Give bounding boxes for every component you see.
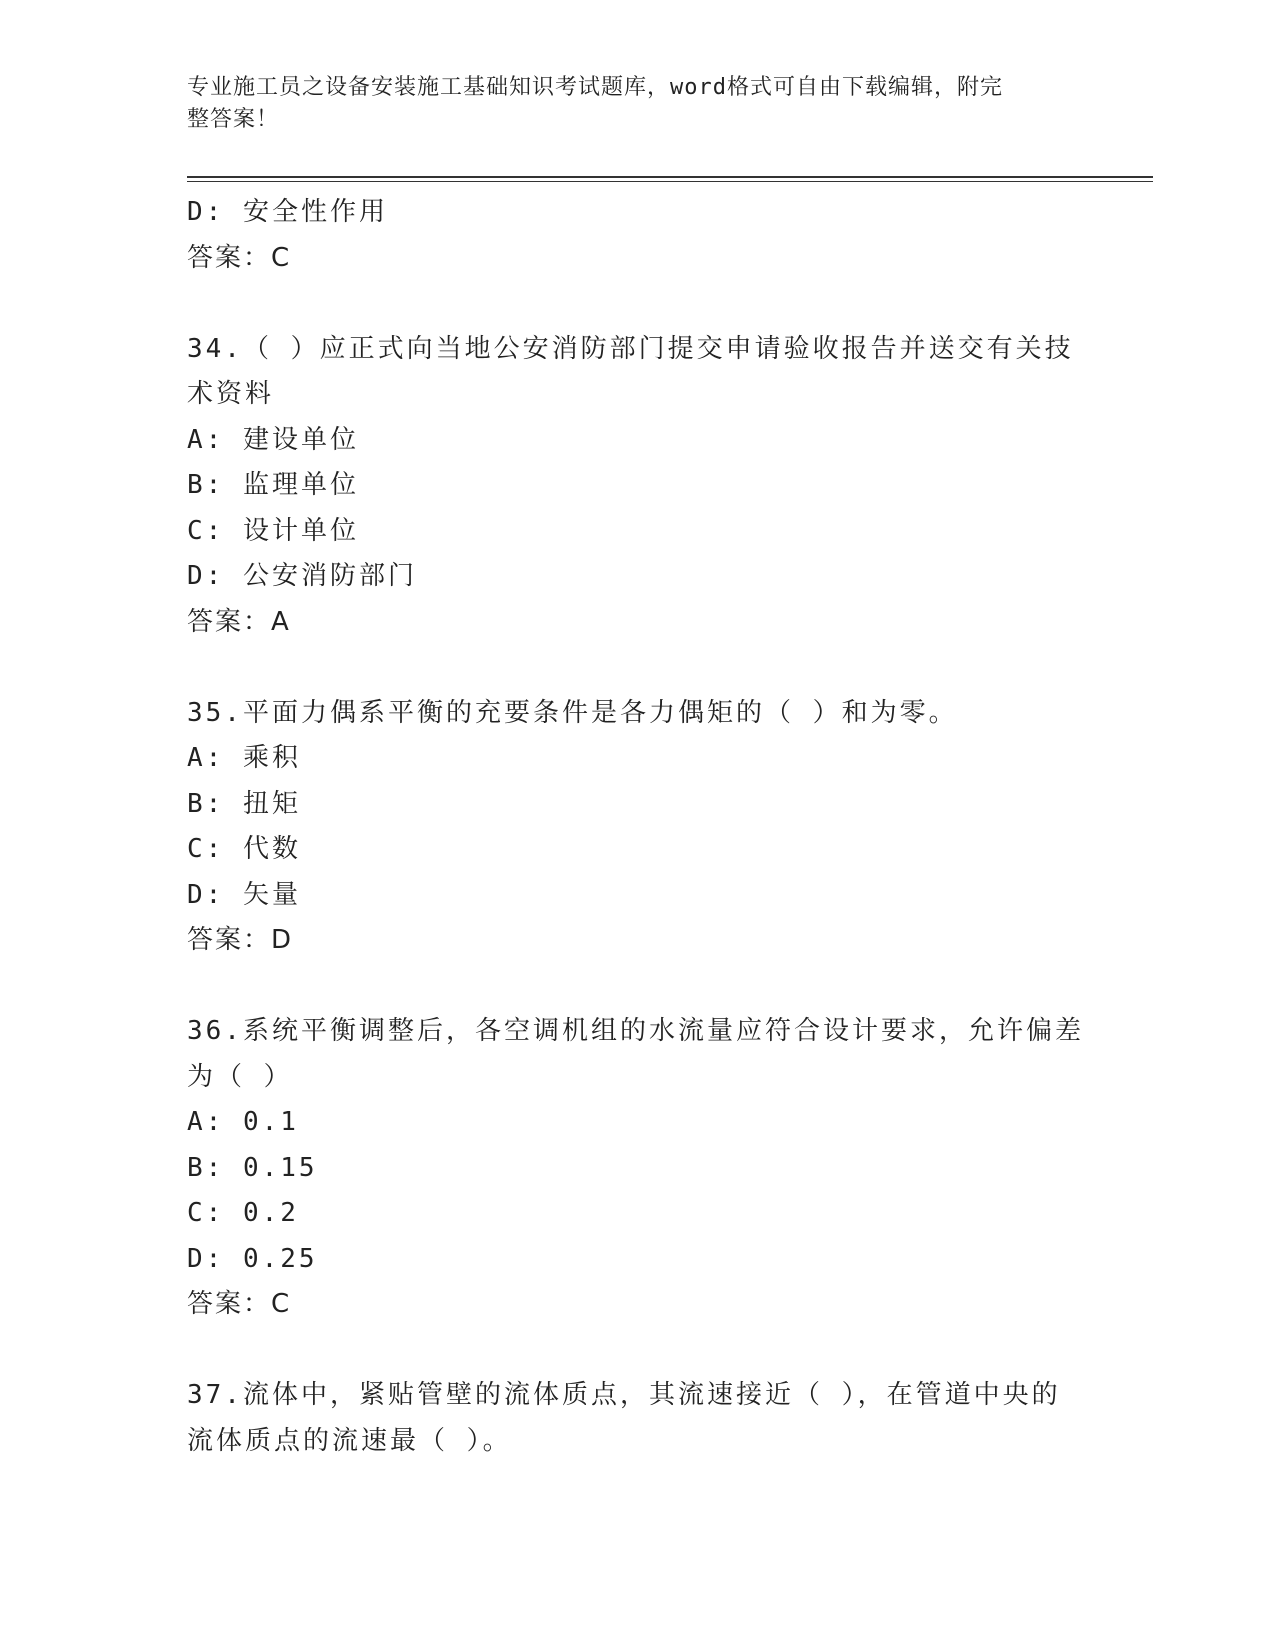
- answer-text: 答案：C: [187, 242, 292, 273]
- header-divider-thick: [187, 176, 1153, 178]
- option-a: A: 建设单位: [187, 424, 359, 455]
- answer-text: 答案：C: [187, 1289, 292, 1319]
- question-text-line-1: 35.平面力偶系平衡的充要条件是各力偶矩的（ ）和为零。: [187, 697, 958, 728]
- question-text-line-1: 37.流体中，紧贴管壁的流体质点，其流速接近（ ），在管道中央的: [187, 1380, 1061, 1410]
- question-34: [187, 327, 1087, 646]
- question-list: [187, 190, 1087, 1464]
- question-text-line-2: 流体质点的流速最（ ）。: [187, 1425, 512, 1456]
- question-33: [187, 190, 1087, 281]
- option-c: C: 代数: [187, 834, 301, 864]
- spacer: [187, 281, 1087, 327]
- option-c: C: 0.2: [187, 1198, 299, 1228]
- header-line-1: 专业施工员之设备安装施工基础知识考试题库，word格式可自由下载编辑，附完: [187, 75, 1003, 100]
- question-37: [187, 1373, 1087, 1464]
- option-c: C: 设计单位: [187, 515, 359, 546]
- page-header: [187, 72, 1067, 136]
- option-d: D: 公安消防部门: [187, 561, 417, 591]
- option-a: A: 0.1: [187, 1107, 299, 1137]
- option-d: D: 矢量: [187, 879, 301, 910]
- option-a: A: 乘积: [187, 743, 301, 773]
- option-b: B: 0.15: [187, 1152, 318, 1183]
- question-36: [187, 1009, 1087, 1328]
- spacer: [187, 645, 1087, 691]
- answer-text: 答案：D: [187, 925, 294, 955]
- spacer: [187, 1328, 1087, 1374]
- header-divider-thin: [187, 181, 1153, 182]
- option-d: D: 安全性作用: [187, 197, 388, 227]
- question-text-line-1: 36.系统平衡调整后，各空调机组的水流量应符合设计要求，允许偏差: [187, 1016, 1084, 1046]
- question-text-line-2: 为（ ）: [187, 1061, 293, 1092]
- option-b: B: 监理单位: [187, 470, 359, 500]
- answer-text: 答案：A: [187, 606, 291, 637]
- option-d: D: 0.25: [187, 1243, 318, 1274]
- spacer: [187, 964, 1087, 1010]
- question-35: [187, 691, 1087, 964]
- question-text-line-1: 34.（ ）应正式向当地公安消防部门提交申请验收报告并送交有关技: [187, 333, 1074, 364]
- header-line-2: 整答案！: [187, 107, 280, 132]
- question-text-line-2: 术资料: [187, 379, 275, 409]
- option-b: B: 扭矩: [187, 788, 301, 819]
